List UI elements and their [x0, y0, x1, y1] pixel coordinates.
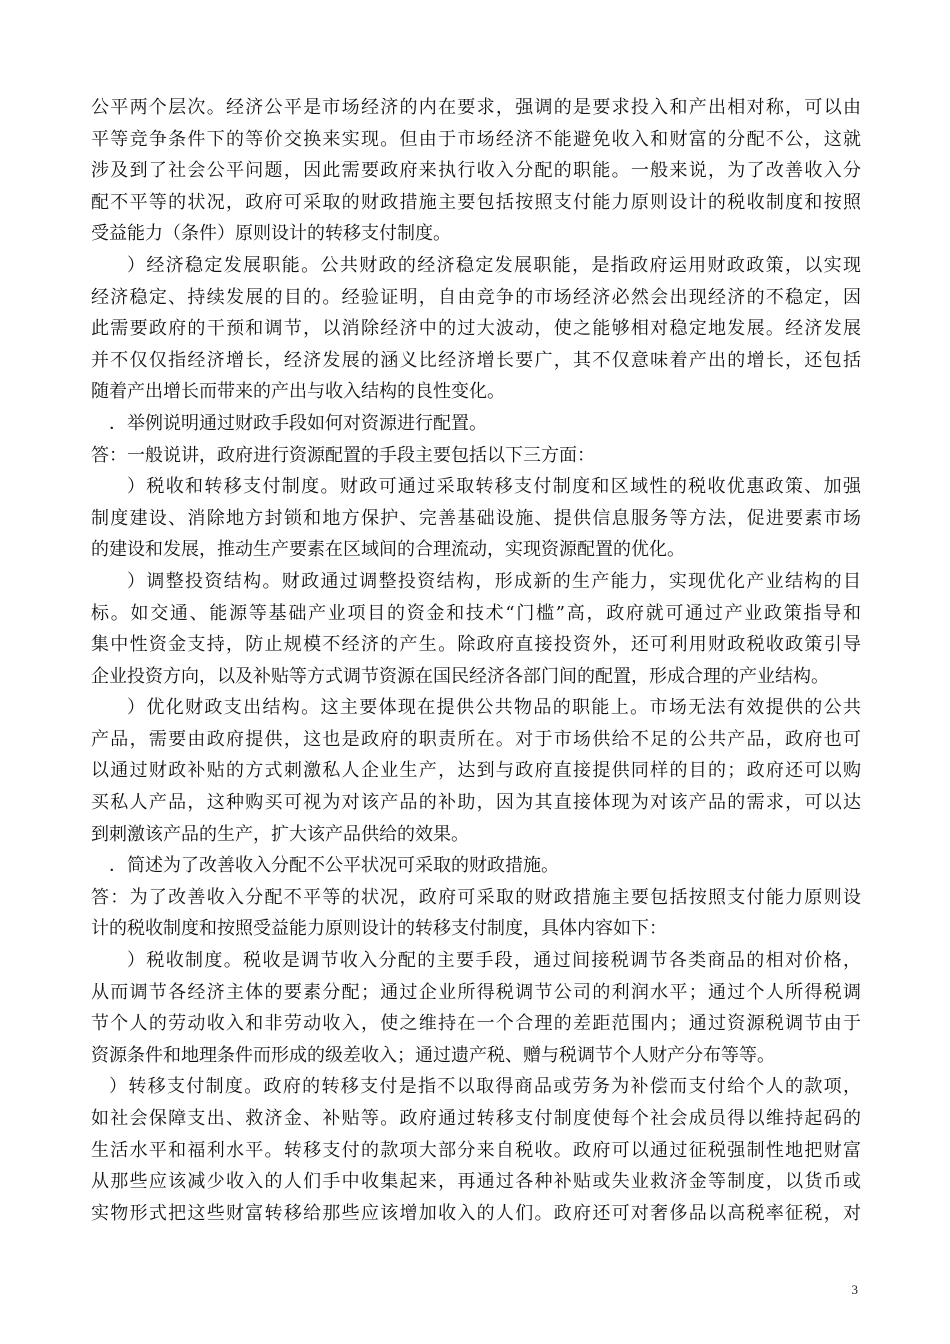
text-line: 从而调节各经济主体的要素分配；通过企业所得税调节公司的利润水平；通过个人所得税调: [91, 981, 861, 1003]
text-line: ）税收和转移支付制度。财政可通过采取转移支付制度和区域性的税收优惠政策、加强: [127, 476, 861, 498]
text-line: 资源条件和地理条件而形成的级差收入；通过遗产税、赠与税调节个人财产分布等等。: [91, 1044, 775, 1066]
text-line: 经济稳定、持续发展的目的。经验证明，自由竞争的市场经济必然会出现经济的不稳定，因: [91, 286, 861, 308]
answer-intro: 答：为了改善收入分配不平等的状况，政府可采取的财政措施主要包括按照支付能力原则设: [91, 886, 861, 908]
text-line: 到刺激该产品的生产，扩大该产品供给的效果。: [91, 823, 469, 845]
text-line: 制度建设、消除地方封锁和地方保护、完善基础设施、提供信息服务等方法，促进要素市场: [91, 507, 861, 529]
text-line: ）经济稳定发展职能。公共财政的经济稳定发展职能，是指政府运用财政政策，以实现: [127, 254, 861, 276]
document-body: [91, 92, 861, 1229]
text-line: ）优化财政支出结构。这主要体现在提供公共物品的职能上。市场无法有效提供的公共: [127, 697, 861, 719]
text-line: 生活水平和福利水平。转移支付的款项大部分来自税收。政府可以通过征税强制性地把财富: [91, 1139, 861, 1161]
text-line: 买私人产品，这种购买可视为对该产品的补助，因为其直接体现为对该产品的需求，可以达: [91, 792, 861, 814]
page-number: 3: [851, 1282, 858, 1297]
text-line: ）转移支付制度。政府的转移支付是指不以取得商品或劳务为补偿而支付给个人的款项，: [109, 1076, 861, 1098]
text-line: 公平两个层次。经济公平是市场经济的内在要求，强调的是要求投入和产出相对称，可以由: [91, 97, 861, 118]
text-line: 从那些应该减少收入的人们手中收集起来，再通过各种补贴或失业救济金等制度，以货币或: [91, 1171, 861, 1193]
text-line: 集中性资金支持，防止规模不经济的产生。除政府直接投资外，还可利用财政税收政策引导: [91, 634, 861, 656]
text-line: ）税收制度。税收是调节收入分配的主要手段，通过间接税调节各类商品的相对价格，: [127, 950, 861, 972]
text-line: 以通过财政补贴的方式刺激私人企业生产，达到与政府直接提供同样的目的；政府还可以购: [91, 760, 861, 782]
question-heading: ．举例说明通过财政手段如何对资源进行配置。: [109, 412, 487, 434]
question-heading: ．简述为了改善收入分配不公平状况可采取的财政措施。: [109, 855, 559, 877]
text-line: 随着产出增长而带来的产出与收入结构的良性变化。: [91, 381, 505, 403]
text-line: 受益能力（条件）原则设计的转移支付制度。: [91, 223, 451, 245]
text-line: 此需要政府的干预和调节，以消除经济中的过大波动，使之能够相对稳定地发展。经济发展: [91, 318, 861, 340]
text-line: ）调整投资结构。财政通过调整投资结构，形成新的生产能力，实现优化产业结构的目: [127, 570, 861, 592]
text-line: 配不平等的状况，政府可采取的财政措施主要包括按照支付能力原则设计的税收制度和按照: [91, 191, 861, 213]
text-line: 实物形式把这些财富转移给那些应该增加收入的人们。政府还可对奢侈品以高税率征税，对: [91, 1202, 861, 1224]
text-line: 并不仅仅指经济增长，经济发展的涵义比经济增长要广，其不仅意味着产出的增长，还包括: [91, 349, 861, 371]
answer-intro: 答：一般说讲，政府进行资源配置的手段主要包括以下三方面：: [91, 444, 595, 466]
text-line: 如社会保障支出、救济金、补贴等。政府通过转移支付制度使每个社会成员得以维持起码的: [91, 1108, 861, 1129]
text-line: 平等竞争条件下的等价交换来实现。但由于市场经济不能避免收入和财富的分配不公，这就: [91, 128, 861, 150]
text-line: 标。如交通、能源等基础产业项目的资金和技术“门槛”高，政府就可通过产业政策指导和: [91, 602, 861, 624]
text-line: 计的税收制度和按照受益能力原则设计的转移支付制度，具体内容如下：: [91, 918, 667, 940]
text-line: 产品，需要由政府提供，这也是政府的职责所在。对于市场供给不足的公共产品，政府也可: [91, 728, 861, 750]
text-line: 节个人的劳动收入和非劳动收入，使之维持在一个合理的差距范围内；通过资源税调节由于: [91, 1013, 861, 1035]
text-line: 涉及到了社会公平问题，因此需要政府来执行收入分配的职能。一般来说，为了改善收入分: [91, 160, 861, 182]
text-line: 的建设和发展，推动生产要素在区域间的合理流动，实现资源配置的优化。: [91, 539, 685, 561]
text-line: 企业投资方向，以及补贴等方式调节资源在国民经济各部门间的配置，形成合理的产业结构。: [91, 665, 829, 687]
